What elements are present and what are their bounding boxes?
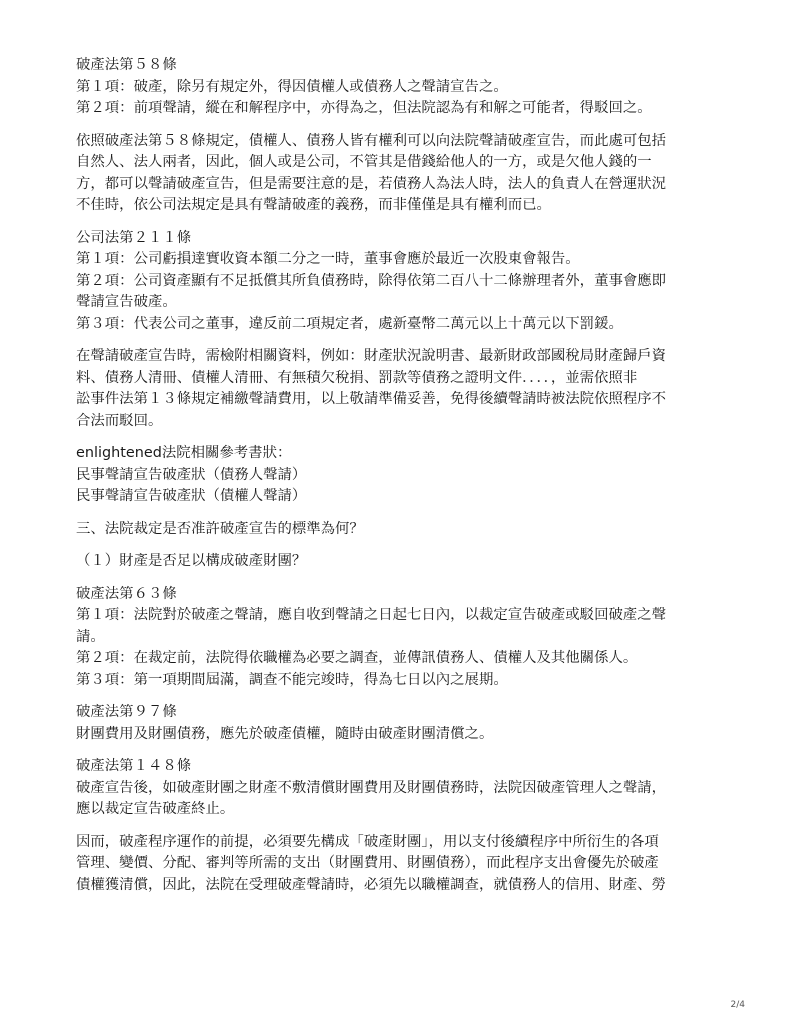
article-58-block [76,55,721,120]
article-heading: 公司法第２１１條 [76,229,192,246]
article-heading: 破產法第６３條 [76,585,177,602]
article-148-block [76,756,721,821]
documents-paragraph [76,346,721,432]
paragraph-line: 依照破產法第５８條規定，債權人、債務人皆有權利可以向法院聲請破產宣告，而此處可包括 [76,132,667,149]
clause-line: 第３項：代表公司之董事，違反前二項規定者，處新臺幣二萬元以上十萬元以下罰鍰。 [76,315,623,332]
paragraph-line: 在聲請破產宣告時，需檢附相關資料，例如：財產狀況說明書、最新財政部國稅局財產歸戶資 [76,348,667,364]
clause-line: 第１項：公司虧損達實收資本額二分之一時，董事會應於最近一次股東會報告。 [76,251,580,267]
clause-line: 第２項：在裁定前，法院得依職權為必要之調查，並傳訊債務人、債權人及其他關係人。 [76,650,638,666]
reference-link[interactable]: 民事聲請宣告破產狀（債務人聲請） [76,466,307,483]
clause-line: 第２項：公司資產顯有不足抵償其所負債務時，除得依第二百八十二條辦理者外，董事會應即 [76,272,667,289]
reference-heading: enlightened法院相關參考書狀： [76,445,292,461]
paragraph-line: 管理、變價、分配、審判等所需的支出（財團費用、財團債務），而此程序支出會優先於破產 [76,855,659,871]
clause-line: 第１項：法院對於破產之聲請，應自收到聲請之日起七日內，以裁定宣告破產或駁回破產之聲 [76,607,667,623]
clause-line: 破產宣告後，如破產財團之財產不敷清償財團費用及財團債務時，法院因破產管理人之聲請， [76,779,667,796]
clause-line: 第１項：破產，除另有規定外，得因債權人或債務人之聲請宣告之。 [76,78,508,95]
reference-forms-block [76,443,721,508]
reference-link[interactable]: 民事聲請宣告破產狀（債權人聲請） [76,488,307,504]
explanation-paragraph [76,131,721,217]
clause-line: 第３項：第一項期間屆滿，調查不能完竣時，得為七日以內之展期。 [76,671,508,688]
clause-line: 應以裁定宣告破產終止。 [76,801,235,817]
article-heading: 破產法第９７條 [76,704,177,720]
clause-line: 聲請宣告破產。 [76,294,177,310]
article-63-block [76,584,721,692]
page-number: 2/4 [730,1000,745,1010]
conclusion-paragraph [76,832,721,897]
clause-line: 第２項：前項聲請，縱在和解程序中，亦得為之，但法院認為有和解之可能者，得駁回之。 [76,100,652,116]
subsection-heading [76,551,721,573]
section-heading [76,519,721,541]
paragraph-line: 合法而駁回。 [76,412,163,429]
paragraph-line: 自然人、法人兩者，因此，個人或是公司，不管其是借錢給他人的一方，或是欠他人錢的一 [76,154,652,170]
subsection-title: （１）財產是否足以構成破產財團？ [76,553,307,569]
company-law-211-block [76,228,721,336]
article-heading: 破產法第１４８條 [76,758,192,774]
paragraph-line: 方，都可以聲請破產宣告，但是需要注意的是，若債務人為法人時，法人的負責人在營運狀況 [76,175,667,192]
clause-line: 財團費用及財團債務，應先於破產債權，隨時由破產財團清償之。 [76,725,494,742]
section-title: 三、法院裁定是否准許破產宣告的標準為何？ [76,520,364,537]
paragraph-line: 不佳時，依公司法規定是具有聲請破產的義務，而非僅僅是具有權利而已。 [76,197,551,213]
paragraph-line: 債權獲清償，因此，法院在受理破產聲請時，必須先以職權調查，就債務人的信用、財產、勞 [76,876,667,893]
article-heading: 破產法第５８條 [76,57,177,73]
article-97-block [76,702,721,745]
paragraph-line: 料、債務人清冊、債權人清冊、有無積欠稅捐、罰款等債務之證明文件．．．．，並需依照非 [76,369,638,386]
paragraph-line: 訟事件法第１３條規定補繳聲請費用，以上敬請準備妥善，免得後續聲請時被法院依照程序不 [76,391,667,407]
document-body [76,55,721,907]
clause-line: 請。 [76,628,105,645]
paragraph-line: 因而，破產程序運作的前提，必須要先構成「破產財團」，用以支付後續程序中所衍生的各項 [76,833,659,850]
